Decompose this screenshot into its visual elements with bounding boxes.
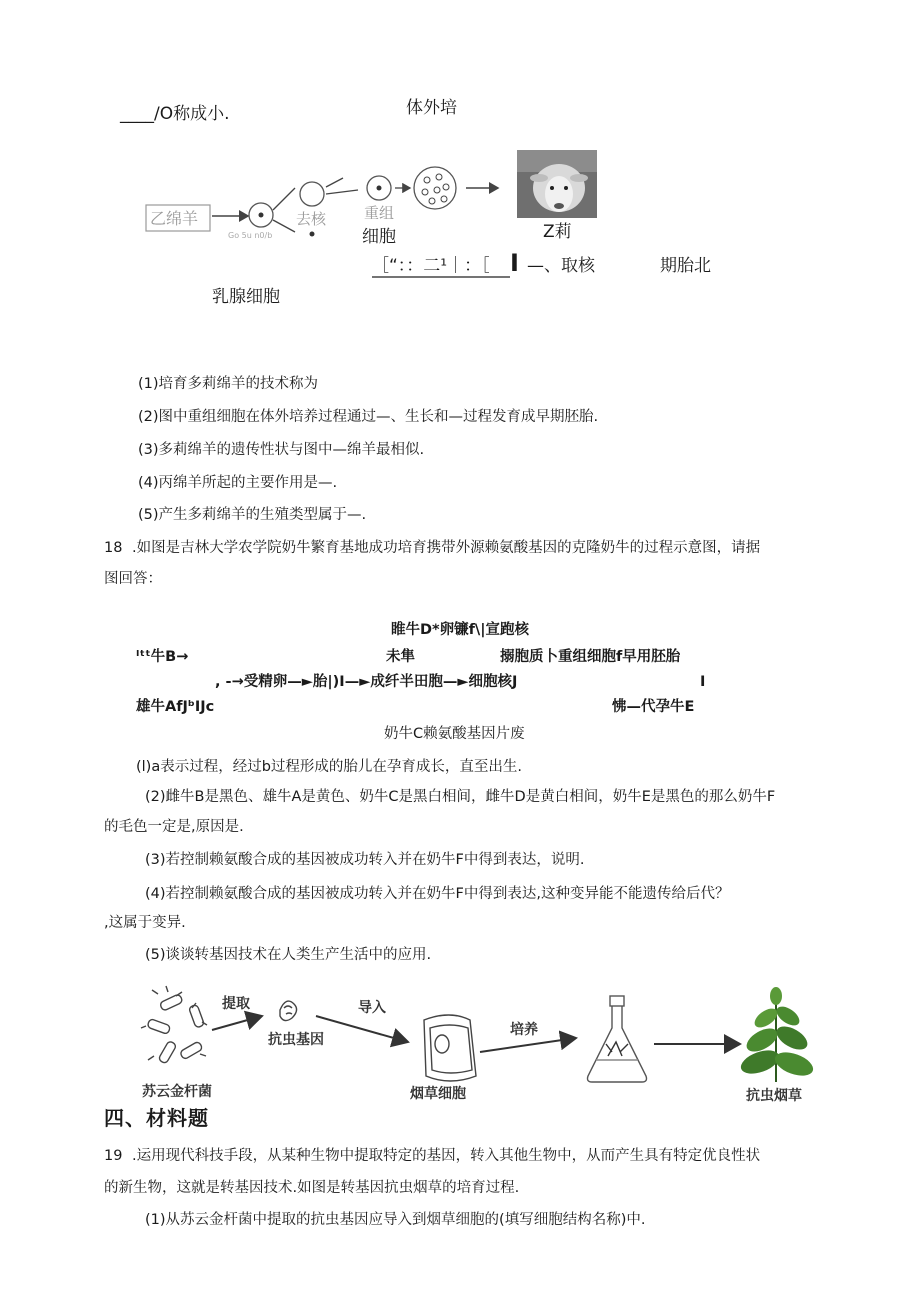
q18-sub-5: (5)谈谈转基因技术在人类生产生活中的应用. (145, 947, 432, 963)
q18-sub-1: (l)a表示过程，经过b过程形成的胎儿在孕育成长，直至出生. (136, 759, 523, 775)
q18-diagram-cytoplasm: 搦胞质卜重组细胞f早用胚胎 (500, 649, 681, 665)
branch-up (273, 188, 295, 210)
arrow-extract (212, 1016, 262, 1030)
q19-line2: 的新生物，这就是转基因技术.如图是转基因抗虫烟草的培育过程. (104, 1180, 520, 1196)
embryo-cell (443, 184, 449, 190)
q18-sub-4-line2: ,这属于变异. (104, 915, 186, 931)
sheep-b-label: 乙绵羊 (150, 209, 199, 228)
tobacco-cell-icon (424, 1015, 476, 1081)
fig1-header-culture: 体外培 (406, 98, 457, 118)
transgenic-diagram (140, 982, 820, 1104)
extract-label: 提取 (222, 996, 250, 1012)
q18-sub-2-line2: 的毛色一定是,原因是. (104, 819, 244, 835)
remove-nucleus-label: 去核 (296, 210, 327, 228)
arrow-to-recombine-a (326, 178, 343, 187)
embryo-cell (436, 174, 442, 180)
tobacco-plant-icon (738, 987, 816, 1082)
q18-stem-line2: 图回答： (104, 571, 162, 587)
q17-item-5: (5)产生多莉绵羊的生殖类型属于—. (138, 507, 367, 523)
result-label: 抗虫烟草 (746, 1088, 802, 1104)
section-title: 四、材料题 (104, 1106, 209, 1130)
q18-number: 18 (104, 540, 123, 556)
embryo-cell (434, 187, 440, 193)
gene-icon (280, 1001, 297, 1020)
gene-label: 抗虫基因 (268, 1032, 324, 1048)
underline-decor (372, 275, 512, 279)
fig1-cell-label: 细胞 (362, 227, 396, 247)
arrow-culture (480, 1038, 576, 1052)
enucleated-egg (300, 182, 324, 206)
culture-label: 培养 (510, 1022, 538, 1038)
bacteria-icon (141, 986, 207, 1064)
removed-nucleus (310, 232, 315, 237)
fig1-sheep-label: Z莉 (543, 222, 572, 242)
q18-diagram-b: ᴵᵗᵗ牛B→ (136, 649, 189, 665)
q18-diagram-c: 奶牛C赖氨酸基因片废 (384, 726, 525, 742)
q18-sub-2-line1: (2)雌牛B是黑色、雄牛A是黄色、奶牛C是黑白相间，雌牛D是黄白相间，奶牛E是黑色的那么奶牛F (145, 789, 776, 805)
bacteria-label: 苏云金杆菌 (142, 1084, 212, 1100)
q17-item-2: (2)图中重组细胞在体外培养过程通过—、生长和—过程发育成早期胚胎. (138, 409, 599, 425)
q18-diagram-weiji: 未隼 (386, 649, 415, 665)
embryo-cell (441, 196, 447, 202)
arrow-to-recombine-b (326, 190, 358, 194)
dolly-sheep-image (517, 150, 597, 218)
q18-sub-3: (3)若控制赖氨酸合成的基因被成功转入并在奶牛F中得到表达，说明. (145, 852, 585, 868)
q19-number: 19 (104, 1148, 123, 1164)
q17-item-3: (3)多莉绵羊的遗传性状与图中—绵羊最相似. (138, 442, 425, 458)
q18-diagram-a: 雄牛AfJᵇIJc (136, 699, 215, 715)
fig1-mammary-cell: 乳腺细胞 (212, 287, 280, 307)
fig1-garbled-text: ［“：：二¹｜：［ (372, 256, 490, 276)
small-caption: Go 5u n0/b (228, 231, 273, 240)
q17-item-4: (4)丙绵羊所起的主要作用是—. (138, 475, 338, 491)
arrow-import (316, 1016, 408, 1042)
import-label: 导入 (358, 1000, 386, 1016)
embryo-cell (429, 198, 435, 204)
recombined-nucleus (377, 186, 382, 191)
fig1-big-i: I (510, 249, 519, 277)
egg-nucleus (259, 213, 264, 218)
q18-diagram-i: I (700, 674, 706, 690)
q18-sub-4-line1: (4)若控制赖氨酸合成的基因被成功转入并在奶牛F中得到表达,这种变异能不能遗传给后代？ (145, 886, 730, 902)
q18-diagram-process: , -→受精卵—►胎|)I—►成纤半田胞—►细胞核J (215, 674, 518, 690)
tobacco-cell-label: 烟草细胞 (410, 1086, 466, 1102)
q19-sub-1: (1)从苏云金杆菌中提取的抗虫基因应导入到烟草细胞的(填写细胞结构名称)中. (145, 1212, 646, 1228)
q18-diagram-e: 怫—代孕牛E (612, 699, 695, 715)
q18-stem-line1: .如图是吉林大学农学院奶牛繁育基地成功培育携带外源赖氨酸基因的克隆奶牛的过程示意图，请据 (132, 540, 761, 556)
q17-item-1: (1)培育多莉绵羊的技术称为 (138, 376, 319, 392)
embryo-cell (422, 189, 428, 195)
fig1-take-nucleus: —、取核 (527, 256, 595, 276)
branch-down (273, 220, 295, 232)
flask-icon (588, 996, 647, 1082)
recombine-label: 重组 (364, 204, 395, 222)
q18-diagram-d: 睢牛D*卵镰f\|宣跑核 (391, 622, 530, 638)
fig1-embryo-north: 期胎北 (660, 256, 711, 276)
embryo-cell (424, 177, 430, 183)
fig1-header-left: ____/O称成小. (120, 104, 230, 124)
q19-line1: .运用现代科技手段，从某种生物中提取特定的基因，转入其他生物中，从而产生具有特定优良性状 (132, 1148, 761, 1164)
